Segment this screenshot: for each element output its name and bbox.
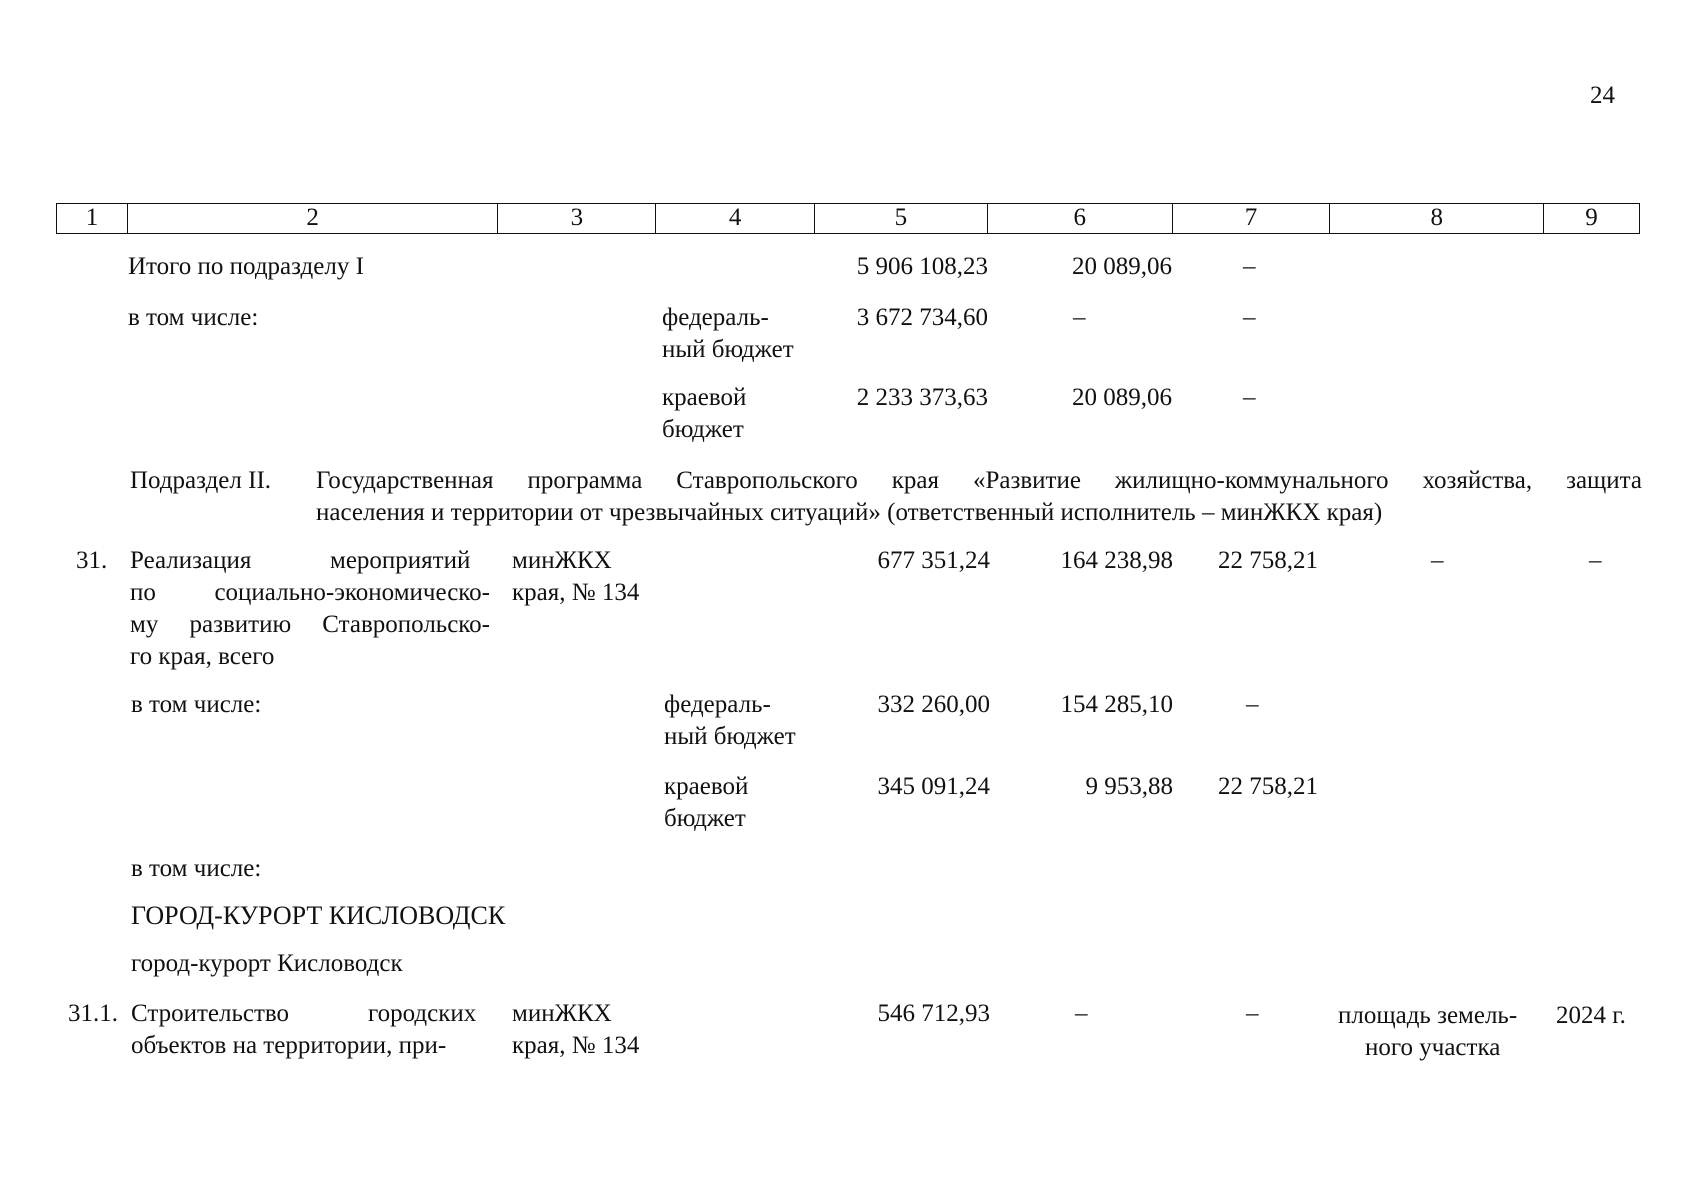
item-name-line-2: по социально-экономическо-: [130, 579, 490, 606]
responsible-line-1: минЖКХ: [512, 1000, 612, 1027]
row-including-3: в том числе:: [131, 855, 262, 882]
cell-col-8: –: [1431, 547, 1444, 574]
cell-col-7: 22 758,21: [1218, 773, 1318, 800]
header-col-1: 1: [57, 204, 128, 233]
item-number: 31.1.: [68, 1000, 118, 1027]
cell-col-7: –: [1243, 304, 1256, 331]
responsible-line-2: края, № 134: [512, 1032, 640, 1059]
header-col-2: 2: [128, 204, 499, 233]
item-name-line-1a: Реализация: [130, 547, 252, 574]
subsection-title-line-2: населения и территории от чрезвычайных ситуаций» (ответственный исполнитель – минЖКХ края): [316, 499, 1383, 526]
cell-col-7: –: [1243, 253, 1256, 280]
table-header-row: [56, 203, 1640, 234]
cell-col-8-line-1: площадь земель-: [1338, 1002, 1518, 1029]
cell-col-6: 20 089,06: [1072, 384, 1172, 411]
cell-col-9: –: [1589, 547, 1602, 574]
cell-col-9: 2024 г.: [1556, 1002, 1626, 1029]
budget-type-line-2: бюджет: [664, 805, 746, 832]
cell-col-5: 5 906 108,23: [856, 253, 988, 280]
header-col-5: 5: [815, 204, 988, 233]
budget-type-line-1: краевой: [664, 773, 749, 800]
cell-col-5: 345 091,24: [877, 773, 990, 800]
page-number: 24: [1590, 82, 1615, 109]
header-col-7: 7: [1173, 204, 1331, 233]
cell-col-6: 9 953,88: [1085, 773, 1173, 800]
item-number: 31.: [76, 547, 108, 574]
row-label: в том числе:: [128, 304, 259, 331]
budget-type-line-2: ный бюджет: [662, 336, 794, 363]
item-name-line-1a: Строительство: [131, 1000, 290, 1027]
subsection-label: Подраздел II.: [130, 467, 272, 494]
cell-col-6: 164 238,98: [1060, 547, 1173, 574]
cell-col-7: –: [1246, 1000, 1259, 1027]
city-heading-upper: ГОРОД-КУРОРТ КИСЛОВОДСК: [131, 901, 506, 930]
item-name-line-1b: мероприятий: [330, 547, 471, 574]
item-name-line-3: му развитию Ставропольско-: [130, 611, 490, 638]
cell-col-6: –: [1073, 304, 1086, 331]
row-label: Итого по подразделу I: [128, 253, 364, 280]
row-label: в том числе:: [131, 691, 262, 718]
header-col-4: 4: [656, 204, 815, 233]
cell-col-5: 546 712,93: [877, 1000, 990, 1027]
cell-col-7: –: [1243, 384, 1256, 411]
budget-type-line-1: федераль-: [664, 691, 771, 718]
header-col-9: 9: [1585, 204, 1598, 231]
cell-col-6: 20 089,06: [1072, 253, 1172, 280]
cell-col-5: 332 260,00: [877, 691, 990, 718]
budget-type-line-1: краевой: [662, 384, 747, 411]
budget-type-line-2: ный бюджет: [664, 723, 796, 750]
header-col-8: 8: [1330, 204, 1544, 233]
cell-col-7: 22 758,21: [1218, 547, 1318, 574]
header-col-3: 3: [498, 204, 656, 233]
item-name-line-2: объектов на территории, при-: [131, 1032, 447, 1059]
cell-col-6: –: [1075, 1000, 1088, 1027]
subsection-title-line-1: Государственная программа Ставропольского края «Развитие жилищно-коммунального хозяйства, защита: [316, 467, 1642, 494]
budget-type-line-1: федераль-: [662, 304, 769, 331]
item-name-line-1b: городских: [368, 1000, 477, 1027]
cell-col-7: –: [1246, 691, 1259, 718]
responsible-line-2: края, № 134: [512, 579, 640, 606]
budget-type-line-2: бюджет: [662, 416, 744, 443]
cell-col-5: 2 233 373,63: [856, 384, 988, 411]
cell-col-8-line-2: ного участка: [1365, 1034, 1501, 1061]
item-name-line-4: го края, всего: [130, 643, 275, 670]
header-col-6: 6: [988, 204, 1173, 233]
city-heading-lower: город-курорт Кисловодск: [131, 950, 403, 977]
cell-col-6: 154 285,10: [1060, 691, 1173, 718]
responsible-line-1: минЖКХ: [512, 547, 612, 574]
cell-col-5: 677 351,24: [877, 547, 990, 574]
cell-col-5: 3 672 734,60: [856, 304, 988, 331]
